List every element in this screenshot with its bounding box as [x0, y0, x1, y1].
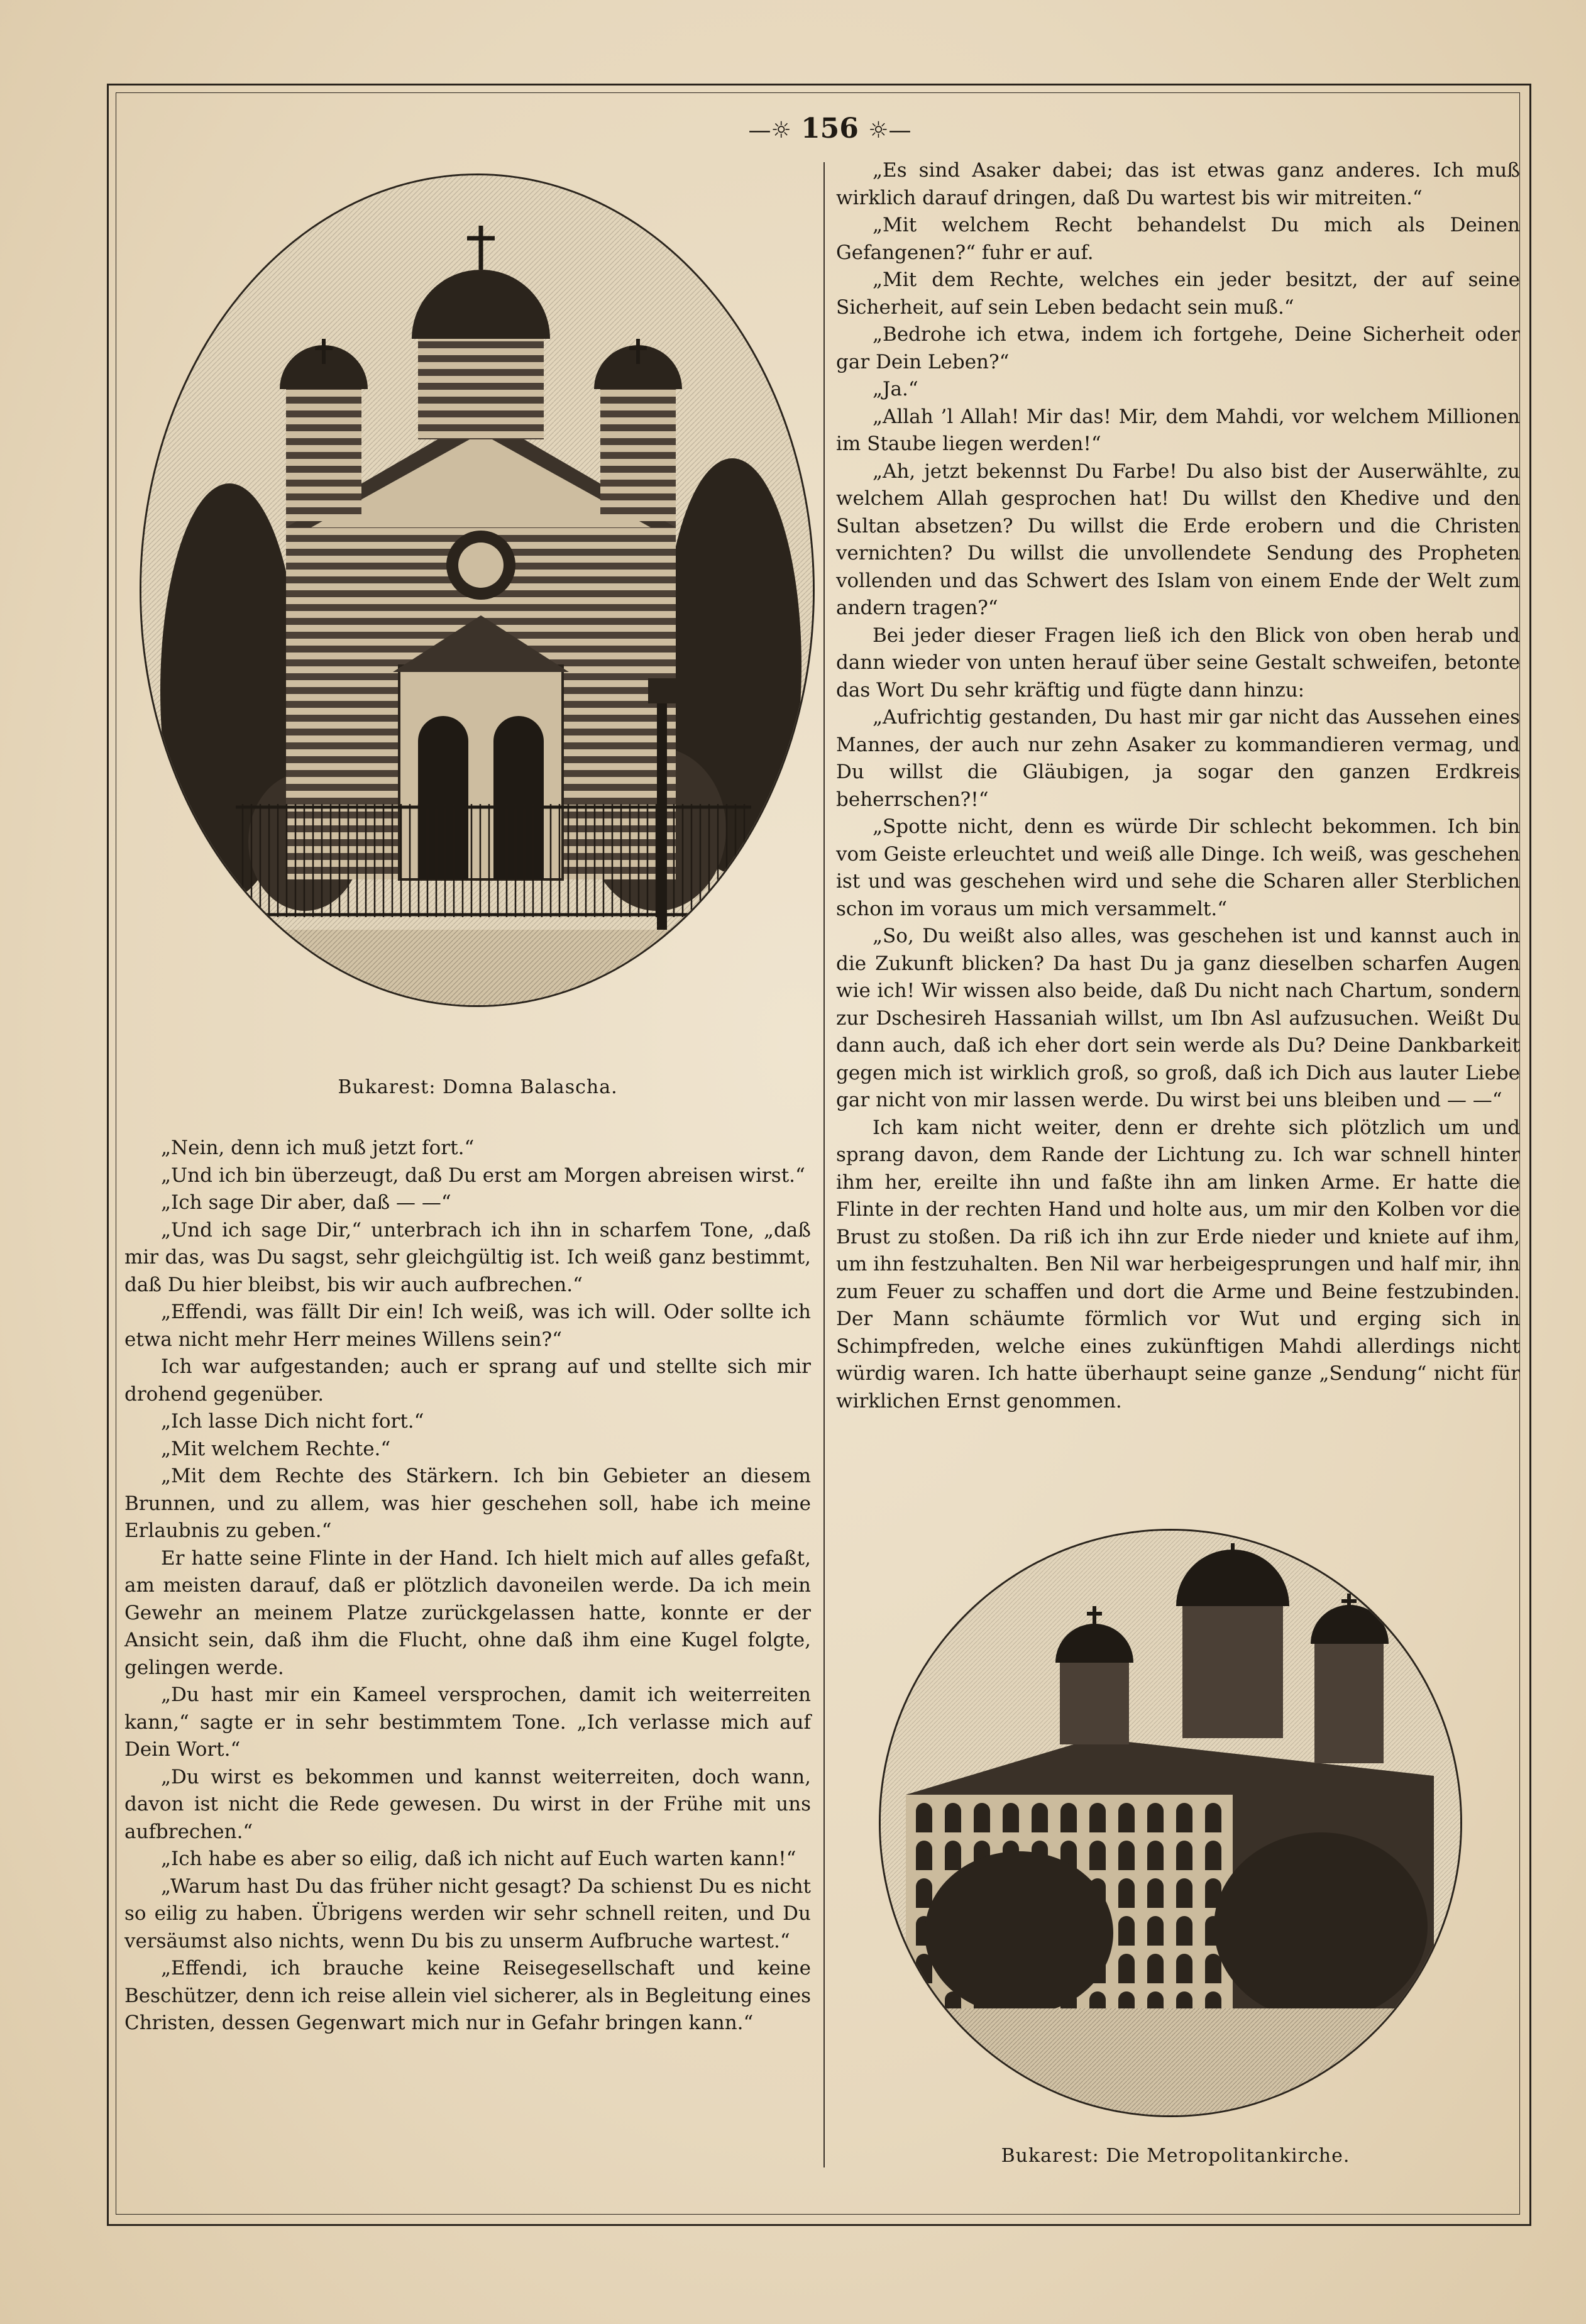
- paragraph: „Allah ’l Allah! Mir das! Mir, dem Mahdi, vor welchem Millionen im Staube liegen werden!“: [836, 405, 1520, 455]
- paragraph: „Und ich sage Dir,“ unterbrach ich ihn in scharfem Tone, „daß mir das, was Du sagst, sehr gleichgültig ist. Ich weiß ganz bestimmt, daß Du hier bleibst, bis wir auch aufbrechen.“: [124, 1218, 811, 1296]
- illustration-metropolitankirche: [879, 1529, 1462, 2117]
- caption-metropolitankirche: Bukarest: Die Metropolitankirche.: [1001, 2145, 1350, 2167]
- paragraph: „Du wirst es bekommen und kannst weiterreiten, doch wann, davon ist nicht die Rede gewesen. Du wirst in der Frühe mit uns aufbrechen.“: [124, 1765, 811, 1843]
- ornament-left: —☼: [748, 118, 791, 143]
- paragraph: „Mit dem Rechte, welches ein jeder besitzt, der auf seine Sicherheit, auf sein Leben bedacht sein muß.“: [836, 268, 1520, 319]
- paragraph: „Effendi, ich brauche keine Reisegesellschaft und keine Beschützer, denn ich reise allein viel sicherer, als in Begleitung eines Christen, dessen Gegenwart mich nur in Gefahr bringen kann.“: [124, 1957, 811, 2034]
- caption-domna-balascha: Bukarest: Domna Balascha.: [338, 1076, 618, 1098]
- paragraph: „Mit welchem Rechte.“: [161, 1437, 391, 1460]
- paragraph: „Ah, jetzt bekennst Du Farbe! Du also bist der Auserwählte, zu welchem Allah gesprochen hat! Du willst den Khedive und den Sultan absetzen? Du willst die Erde erobern und die Christen vernichten? Du willst die unvollendete Sendung des Propheten vollenden und das Schwert des Islam von einem Ende der Welt zum andern tragen?“: [836, 460, 1520, 619]
- paragraph: „Nein, denn ich muß jetzt fort.“: [161, 1137, 475, 1159]
- paragraph: „Ich habe es aber so eilig, daß ich nicht auf Euch warten kann!“: [161, 1848, 796, 1870]
- paragraph: Bei jeder dieser Fragen ließ ich den Blick von oben herab und dann wieder von unten herauf über seine Gestalt schweifen, betonte das Wort Du sehr kräftig und fügte dann hinzu:: [836, 624, 1520, 702]
- paragraph: „So, Du weißt also alles, was geschehen ist und kannst auch in die Zukunft blicken? Da hast Du ja ganz dieselben scharfen Augen wie ich! Wir wissen also beide, daß Du nicht nach Chartum, sondern zur Dschesireh Hassaniah willst, um Ibn Asl aufzusuchen. Weißt Du dann auch, daß ich eher dort sein werde als Du? Deine Dankbarkeit gegen mich ist wirklich groß, so groß, daß ich Dich aus lauter Liebe gar nicht von mir lassen werde. Du wirst bei uns bleiben und — —“: [836, 925, 1520, 1111]
- paragraph: „Du hast mir ein Kameel versprochen, damit ich weiterreiten kann,“ sagte er in sehr bestimmtem Tone. „Ich verlasse mich auf Dein Wort.“: [124, 1683, 811, 1761]
- right-column-text: [836, 157, 1520, 1415]
- paragraph: „Mit welchem Recht behandelst Du mich als Deinen Gefangenen?“ fuhr er auf.: [836, 214, 1520, 264]
- paragraph: Ich war aufgestanden; auch er sprang auf und stellte sich mir drohend gegenüber.: [124, 1355, 811, 1406]
- paragraph: Er hatte seine Flinte in der Hand. Ich hielt mich auf alles gefaßt, am meisten darauf, daß er plötzlich davoneilen werde. Da ich mein Gewehr an meinem Platze zurückgelassen hatte, konnte er der Ansicht sein, daß ihm die Flucht, ohne daß ihm eine Kugel folgte, gelingen werde.: [124, 1546, 811, 1679]
- paragraph: „Es sind Asaker dabei; das ist etwas ganz anderes. Ich muß wirklich darauf dringen, daß Du wartest bis wir mitreiten.“: [836, 159, 1520, 209]
- paragraph: „Ich sage Dir aber, daß — —“: [161, 1191, 451, 1214]
- paragraph: „Aufrichtig gestanden, Du hast mir gar nicht das Aussehen eines Mannes, der auch nur zehn Asaker zu kommandieren vermag, und Du willst die Gläubigen, ja sogar den ganzen Erdkreis beherrschen?!“: [836, 706, 1520, 811]
- paragraph: „Mit dem Rechte des Stärkern. Ich bin Gebieter an diesem Brunnen, und zu allem, was hier geschehen soll, habe ich meine Erlaubnis zu geben.“: [124, 1465, 811, 1542]
- paragraph: „Bedrohe ich etwa, indem ich fortgehe, Deine Sicherheit oder gar Dein Leben?“: [836, 323, 1520, 373]
- illustration-domna-balascha: [140, 173, 815, 1007]
- paragraph: „Warum hast Du das früher nicht gesagt? Da schienst Du es nicht so eilig zu haben. Übrigens werden wir sehr schnell reiten, und Du versäumst also nichts, wenn Du bis zu unserm Aufbruche wartest.“: [124, 1875, 811, 1952]
- paragraph: Ich kam nicht weiter, denn er drehte sich plötzlich um und sprang davon, dem Rande der Lichtung zu. Ich war schnell hinter ihm her, ereilte ihn und faßte ihn am linken Arme. Er hatte die Flinte in der rechten Hand und holte aus, um mir den Kolben vor die Brust zu stoßen. Da riß ich ihn zur Erde nieder und kniete auf ihm, um ihn festzuhalten. Ben Nil war herbeigesprungen und half mir, ihn zum Feuer zu schaffen und dort die Arme und Beine festzubinden. Der Mann schäumte förmlich vor Wut und erging sich in Schimpfreden, welche eines zukünftigen Mahdi allerdings nicht würdig waren. Ich hatte überhaupt seine ganze „Sendung“ nicht für wirklichen Ernst genommen.: [836, 1116, 1520, 1413]
- column-divider: [823, 162, 825, 2167]
- page-number-header: [742, 110, 918, 148]
- paragraph: „Ja.“: [873, 378, 918, 400]
- paragraph: „Spotte nicht, denn es würde Dir schlecht bekommen. Ich bin vom Geiste erleuchtet und weiß alle Dinge. Ich weiß, was geschehen ist und was geschehen wird und sehe die Scharen aller Sterblichen schon im voraus um mich versammelt.“: [836, 815, 1520, 920]
- paragraph: „Und ich bin überzeugt, daß Du erst am Morgen abreisen wirst.“: [161, 1164, 805, 1187]
- church-engraving-1: [141, 175, 813, 1005]
- church-engraving-2: [881, 1531, 1460, 2115]
- paragraph: „Effendi, was fällt Dir ein! Ich weiß, was ich will. Oder sollte ich etwa nicht mehr Herr meines Willens sein?“: [124, 1301, 811, 1351]
- left-column-text: [124, 1135, 811, 2037]
- ornament-right: ☼—: [868, 118, 911, 143]
- paragraph: „Ich lasse Dich nicht fort.“: [161, 1410, 424, 1433]
- page-number: 156: [801, 113, 859, 145]
